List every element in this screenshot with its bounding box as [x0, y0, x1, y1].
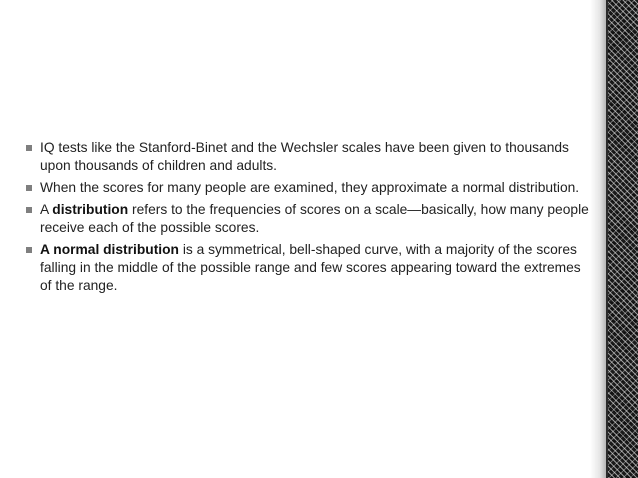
bullet-text: IQ tests like the Stanford-Binet and the Wechsler scales have been given to thousands upon thousands of children and adults.	[40, 140, 569, 173]
bullet-prefix: A	[40, 202, 53, 217]
square-bullet-icon	[26, 207, 32, 213]
square-bullet-icon	[26, 145, 32, 151]
bullet-item-scores-approximate	[22, 179, 590, 197]
bullet-item-normal-distribution	[22, 241, 590, 295]
decorative-side-strip	[608, 0, 638, 478]
bullet-bold-term: A normal distribution	[40, 242, 179, 257]
bullet-text: is a symmetrical, bell-shaped curve, with a majority of the scores falling in the middle of the possible range and few scores appearing toward the extremes of the range.	[40, 242, 581, 293]
slide-content	[22, 139, 590, 299]
bullet-text: When the scores for many people are examined, they approximate a normal distribution.	[40, 180, 580, 195]
bullet-text: refers to the frequencies of scores on a scale—basically, how many people receive each of the possible scores.	[40, 202, 589, 235]
bullet-list	[22, 139, 590, 295]
square-bullet-icon	[26, 247, 32, 253]
square-bullet-icon	[26, 185, 32, 191]
bullet-item-iq-tests	[22, 139, 590, 175]
bullet-bold-term: distribution	[52, 202, 129, 217]
bullet-item-distribution-definition	[22, 201, 590, 237]
